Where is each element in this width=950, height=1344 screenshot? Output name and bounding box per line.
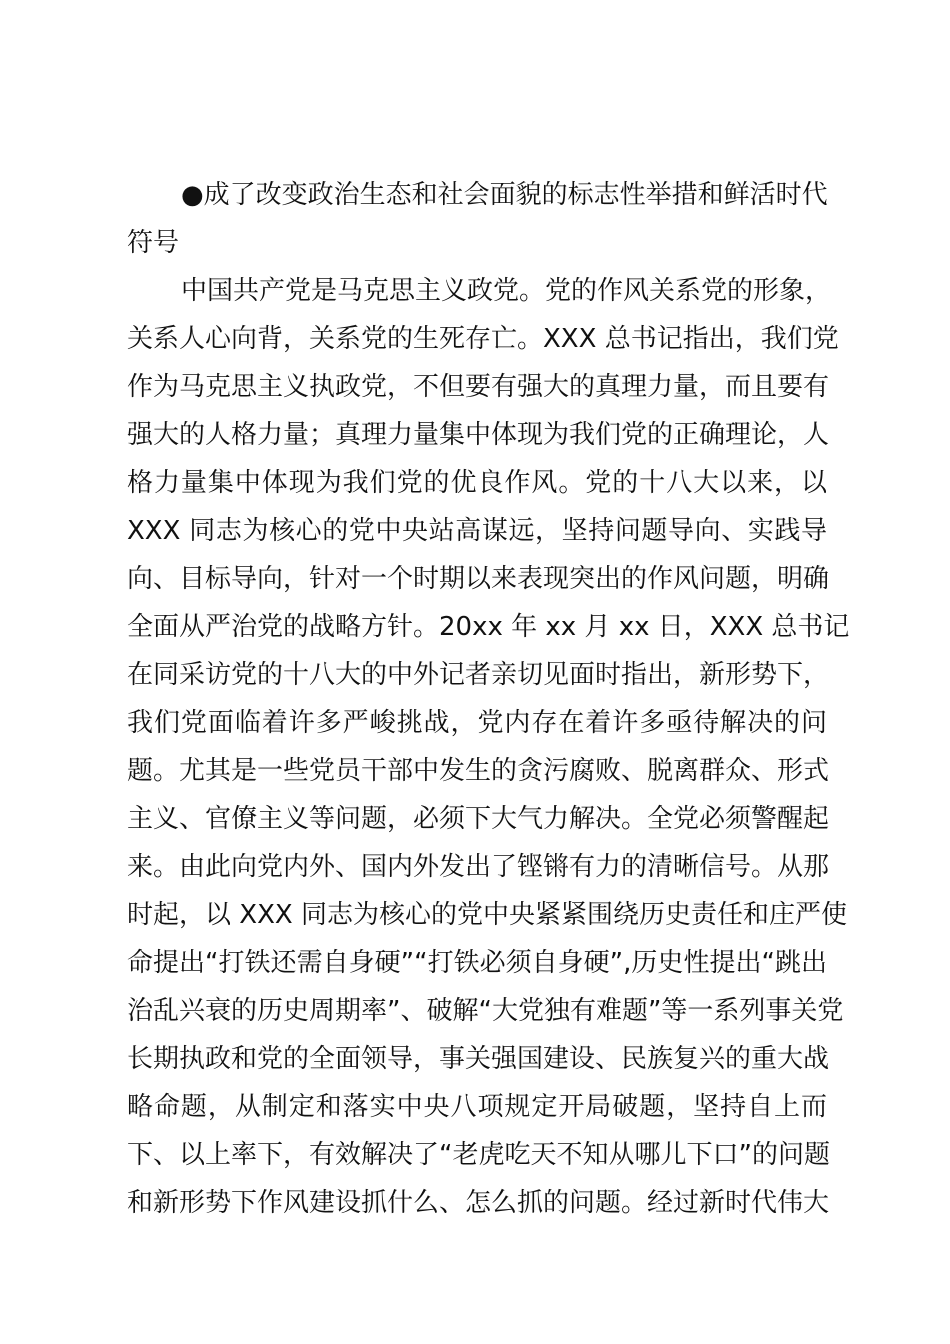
paragraph-line: 长期执政和党的全面领导，事关强国建设、民族复兴的重大战 — [127, 1044, 830, 1074]
paragraph-line: 中国共产党是马克思主义政党。党的作风关系党的形象， — [181, 276, 832, 306]
paragraph-line: 时起，以 XXX 同志为核心的党中央紧紧围绕历史责任和庄严使 — [127, 900, 847, 930]
paragraph-line: 向、目标导向，针对一个时期以来表现突出的作风问题，明确 — [127, 564, 830, 594]
paragraph-line: 全面从严治党的战略方针。20xx 年 xx 月 xx 日，XXX 总书记 — [127, 612, 850, 642]
paragraph-line: 治乱兴衰的历史周期率”、破解“大党独有难题”等一系列事关党 — [127, 996, 844, 1026]
paragraph-line: 和新形势下作风建设抓什么、怎么抓的问题。经过新时代伟大 — [127, 1188, 830, 1218]
paragraph-line: 下、以上率下，有效解决了“老虎吃天不知从哪儿下口”的问题 — [127, 1140, 830, 1170]
heading-line: ●成了改变政治生态和社会面貌的标志性举措和鲜活时代 — [181, 180, 828, 210]
heading-line: 符号 — [127, 228, 180, 258]
paragraph-line: 来。由此向党内外、国内外发出了铿锵有力的清晰信号。从那 — [127, 852, 830, 882]
paragraph-line: 格力量集中体现为我们党的优良作风。党的十八大以来，以 — [127, 468, 827, 498]
paragraph-line: 强大的人格力量；真理力量集中体现为我们党的正确理论，人 — [127, 420, 830, 450]
paragraph-line: 题。尤其是一些党员干部中发生的贪污腐败、脱离群众、形式 — [127, 756, 830, 786]
paragraph-line: 在同采访党的十八大的中外记者亲切见面时指出，新形势下， — [127, 660, 830, 690]
paragraph-line: 作为马克思主义执政党，不但要有强大的真理力量，而且要有 — [127, 372, 830, 402]
paragraph-line: 我们党面临着许多严峻挑战，党内存在着许多亟待解决的问 — [127, 708, 827, 738]
paragraph-line: 略命题，从制定和落实中央八项规定开局破题，坚持自上而 — [127, 1092, 827, 1122]
paragraph-line: 主义、官僚主义等问题，必须下大气力解决。全党必须警醒起 — [127, 804, 830, 834]
document-body — [127, 171, 850, 1227]
paragraph-line: 关系人心向背，关系党的生死存亡。XXX 总书记指出，我们党 — [127, 324, 839, 354]
paragraph-line: XXX 同志为核心的党中央站高谋远，坚持问题导向、实践导 — [127, 516, 827, 546]
paragraph-line: 命提出“打铁还需自身硬”“打铁必须自身硬”,历史性提出“跳出 — [127, 948, 827, 978]
